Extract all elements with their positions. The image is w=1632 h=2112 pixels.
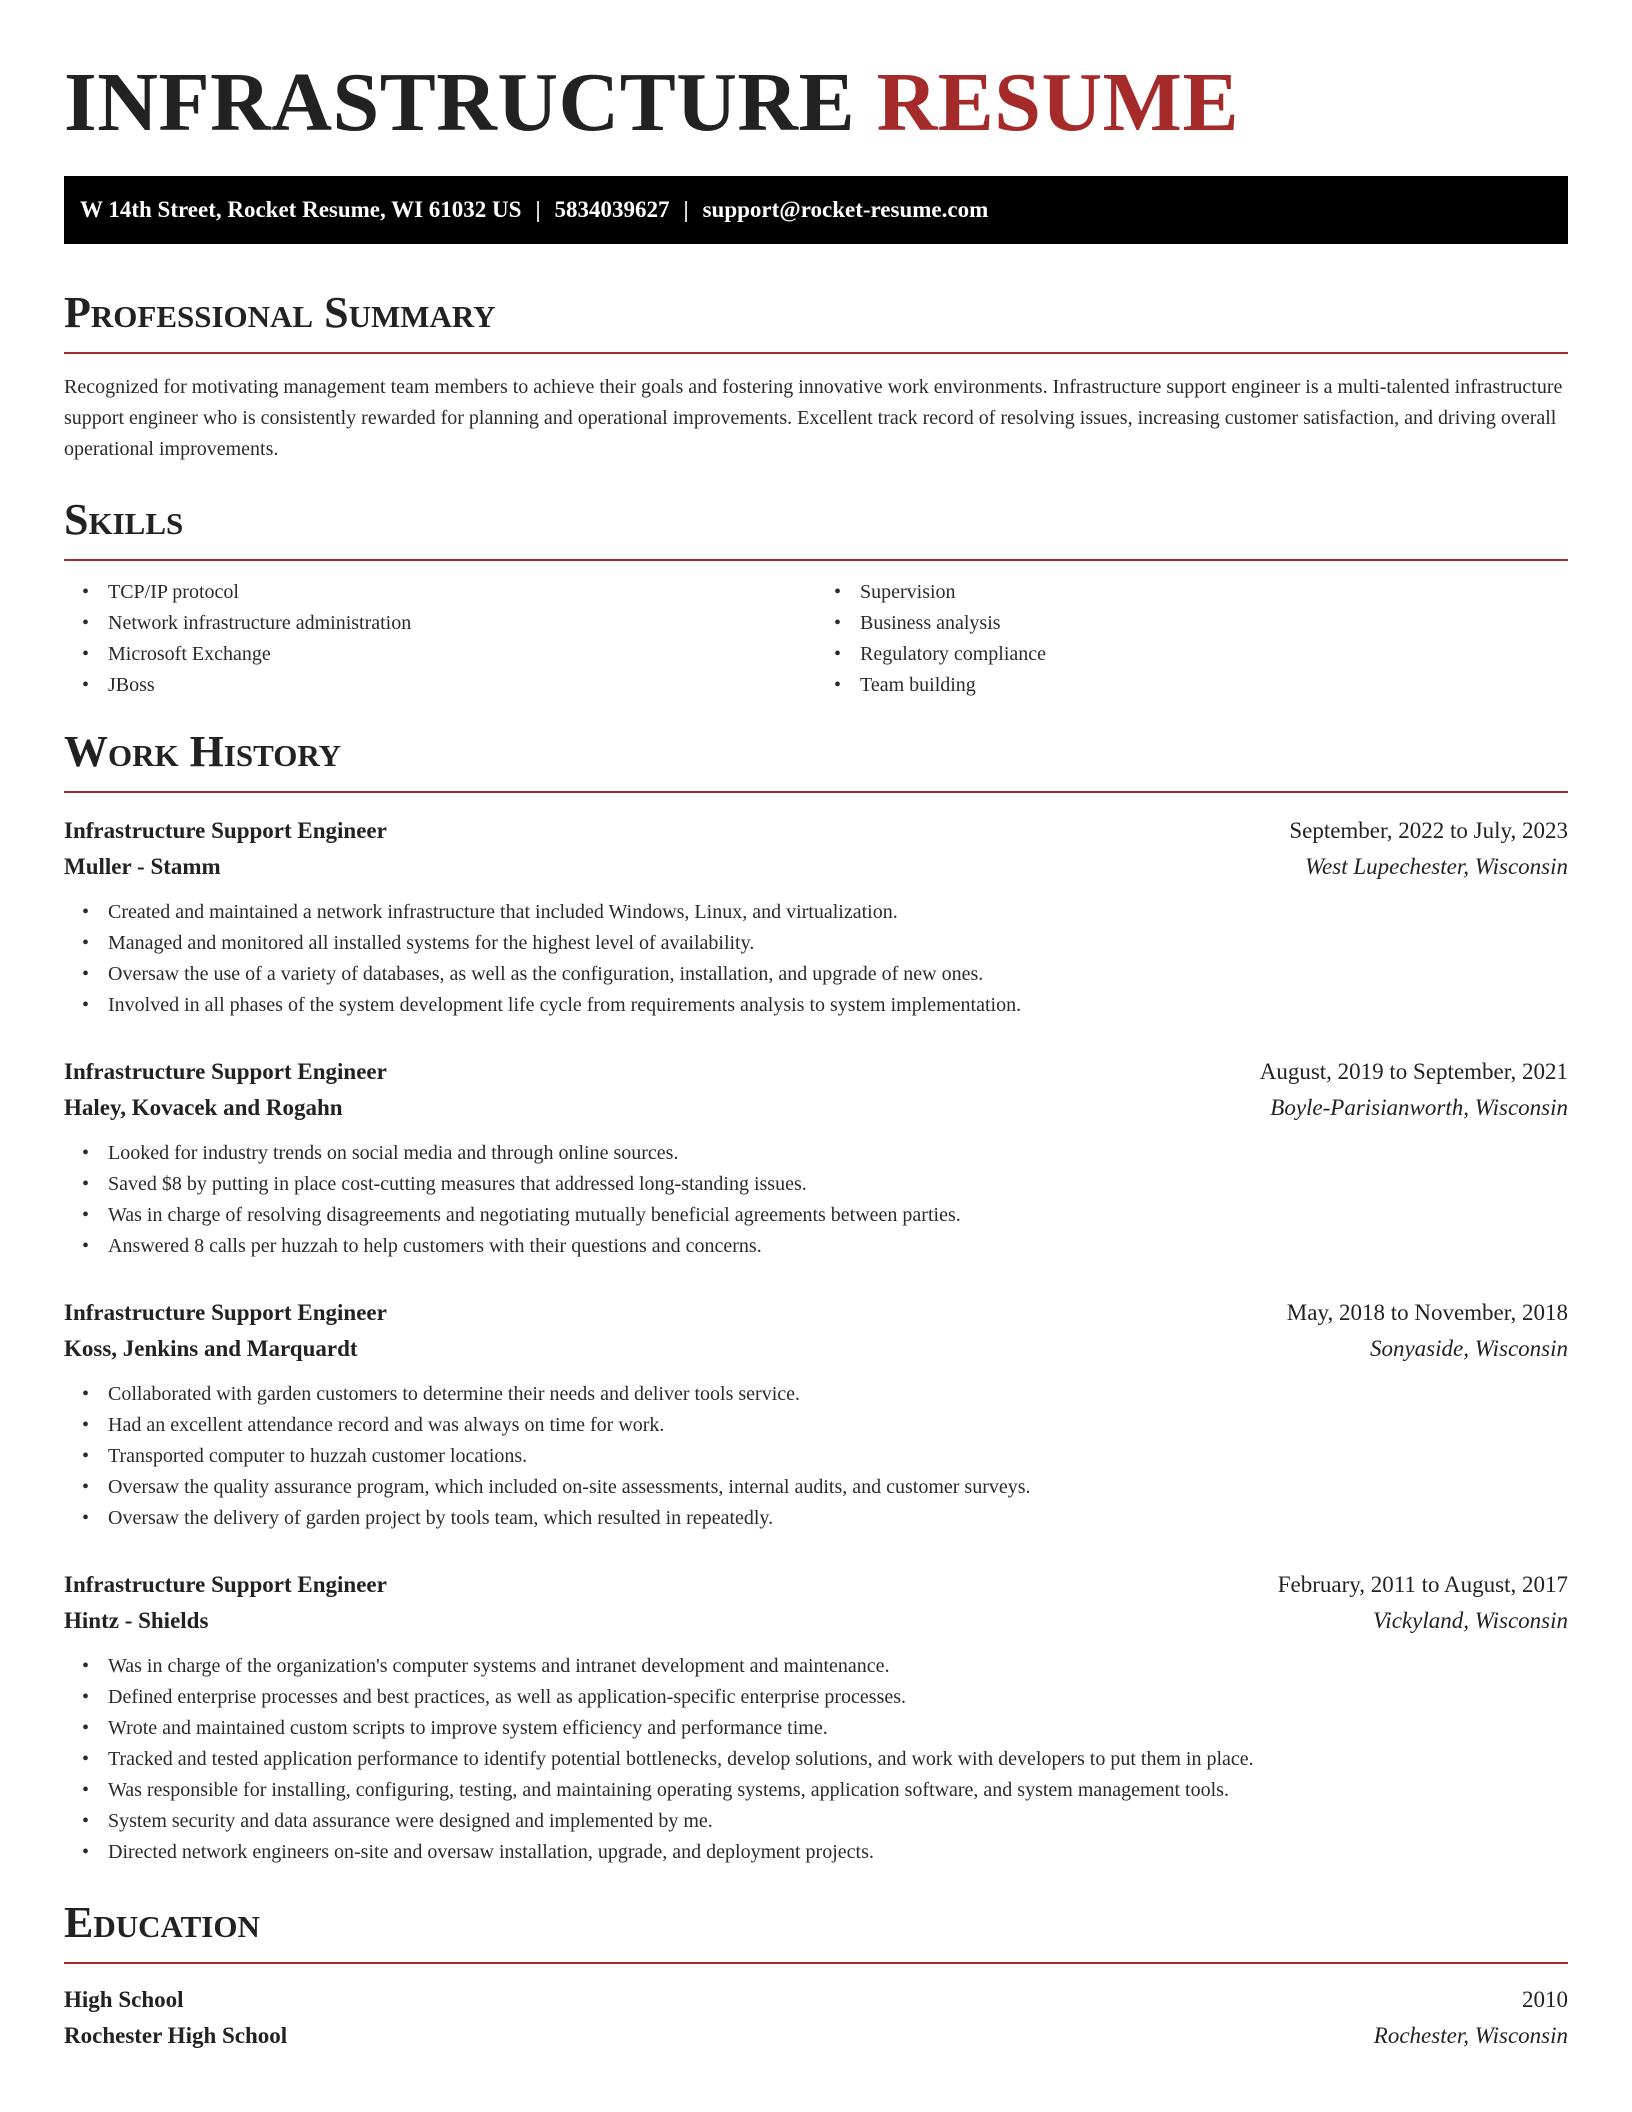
- contact-separator: |: [535, 197, 541, 222]
- duty-item: • Directed network engineers on-site and oversaw installation, upgrade, and deployment projects.: [108, 1837, 1568, 1868]
- skill-item: • JBoss: [108, 670, 816, 701]
- contact-bar: [64, 176, 1568, 244]
- contact-email: support@rocket-resume.com: [702, 197, 989, 222]
- job-location: Boyle-Parisianworth, Wisconsin: [1270, 1095, 1568, 1120]
- education-location: Rochester, Wisconsin: [1373, 2023, 1568, 2048]
- job-dates: May, 2018 to November, 2018: [1286, 1300, 1568, 1325]
- duty-item: • Was in charge of resolving disagreements and negotiating mutually beneficial agreements between parties.: [108, 1200, 1568, 1231]
- education-degree: High School: [64, 1987, 184, 2012]
- job-company: Hintz - Shields: [64, 1608, 209, 1633]
- skill-item: • Regulatory compliance: [860, 639, 1568, 670]
- skill-item: • Network infrastructure administration: [108, 608, 816, 639]
- duty-item: • Was responsible for installing, configuring, testing, and maintaining operating systems, application software, and system management tools.: [108, 1775, 1568, 1806]
- education-school: Rochester High School: [64, 2023, 288, 2048]
- job-duties: [64, 1138, 1568, 1262]
- education-heading: Education: [64, 1898, 1568, 1964]
- job-company: Haley, Kovacek and Rogahn: [64, 1095, 343, 1120]
- job-company: Koss, Jenkins and Marquardt: [64, 1336, 358, 1361]
- job-title: Infrastructure Support Engineer: [64, 818, 387, 843]
- job-dates: August, 2019 to September, 2021: [1259, 1059, 1568, 1084]
- skills-heading: Skills: [64, 495, 1568, 561]
- job-title: Infrastructure Support Engineer: [64, 1572, 387, 1597]
- summary-text: Recognized for motivating management team members to achieve their goals and fostering innovative work environments. Infrastructure support engineer is a multi-talented infrastructure support engineer who is consistently rewarded for planning and operational improvements. Excellent track record of resolving issues, increasing customer satisfaction, and driving overall operational improvements.: [64, 376, 1563, 460]
- job-entry: [64, 1054, 1568, 1262]
- duty-item: • Managed and monitored all installed systems for the highest level of availability.: [108, 928, 1568, 959]
- skill-item: • Team building: [860, 670, 1568, 701]
- contact-address: W 14th Street, Rocket Resume, WI 61032 US: [80, 197, 522, 222]
- title-main: INFRASTRUCTURE: [64, 56, 856, 149]
- duty-item: • Oversaw the delivery of garden project by tools team, which resulted in repeatedly.: [108, 1503, 1568, 1534]
- duty-item: • Wrote and maintained custom scripts to improve system efficiency and performance time.: [108, 1713, 1568, 1744]
- duty-item: • Involved in all phases of the system development life cycle from requirements analysis to system implementation.: [108, 990, 1568, 1021]
- job-location: Vickyland, Wisconsin: [1372, 1608, 1568, 1633]
- duty-item: • Had an excellent attendance record and was always on time for work.: [108, 1410, 1568, 1441]
- job-location: West Lupechester, Wisconsin: [1305, 854, 1568, 879]
- skill-item: • Business analysis: [860, 608, 1568, 639]
- duty-item: • Created and maintained a network infrastructure that included Windows, Linux, and virtualization.: [108, 897, 1568, 928]
- contact-separator: |: [683, 197, 689, 222]
- duty-item: • Collaborated with garden customers to determine their needs and deliver tools service.: [108, 1379, 1568, 1410]
- summary-heading: Professional Summary: [64, 288, 1568, 354]
- job-entry: [64, 1567, 1568, 1868]
- education-entry: [64, 1982, 1568, 2054]
- job-entry: [64, 813, 1568, 1021]
- resume-title: [64, 0, 1568, 148]
- duty-item: • Looked for industry trends on social media and through online sources.: [108, 1138, 1568, 1169]
- education-year: 2010: [1522, 1987, 1568, 2012]
- duty-item: • Was in charge of the organization's computer systems and intranet development and maintenance.: [108, 1651, 1568, 1682]
- duty-item: • Answered 8 calls per huzzah to help customers with their questions and concerns.: [108, 1231, 1568, 1262]
- job-duties: [64, 1379, 1568, 1534]
- skills-column-left: [64, 577, 816, 701]
- contact-phone: 5834039627: [554, 197, 670, 222]
- skills-column-right: [816, 577, 1568, 701]
- job-location: Sonyaside, Wisconsin: [1369, 1336, 1568, 1361]
- duty-item: • Saved $8 by putting in place cost-cutting measures that addressed long-standing issues.: [108, 1169, 1568, 1200]
- duty-item: • Transported computer to huzzah customer locations.: [108, 1441, 1568, 1472]
- job-title: Infrastructure Support Engineer: [64, 1300, 387, 1325]
- job-company: Muller - Stamm: [64, 854, 221, 879]
- job-dates: February, 2011 to August, 2017: [1277, 1572, 1568, 1597]
- job-dates: September, 2022 to July, 2023: [1289, 818, 1568, 843]
- job-duties: [64, 1651, 1568, 1868]
- skill-item: • TCP/IP protocol: [108, 577, 816, 608]
- duty-item: • System security and data assurance were designed and implemented by me.: [108, 1806, 1568, 1837]
- job-entry: [64, 1295, 1568, 1534]
- job-title: Infrastructure Support Engineer: [64, 1059, 387, 1084]
- skill-item: • Microsoft Exchange: [108, 639, 816, 670]
- skills-list: [64, 577, 1568, 701]
- duty-item: • Oversaw the quality assurance program, which included on-site assessments, internal audits, and customer surveys.: [108, 1472, 1568, 1503]
- duty-item: • Oversaw the use of a variety of databases, as well as the configuration, installation, and upgrade of new ones.: [108, 959, 1568, 990]
- work-history-heading: Work History: [64, 727, 1568, 793]
- duty-item: • Defined enterprise processes and best practices, as well as application-specific enterprise processes.: [108, 1682, 1568, 1713]
- duty-item: • Tracked and tested application performance to identify potential bottlenecks, develop solutions, and work with developers to put them in place.: [108, 1744, 1568, 1775]
- title-accent: RESUME: [876, 56, 1239, 149]
- job-duties: [64, 897, 1568, 1021]
- skill-item: • Supervision: [860, 577, 1568, 608]
